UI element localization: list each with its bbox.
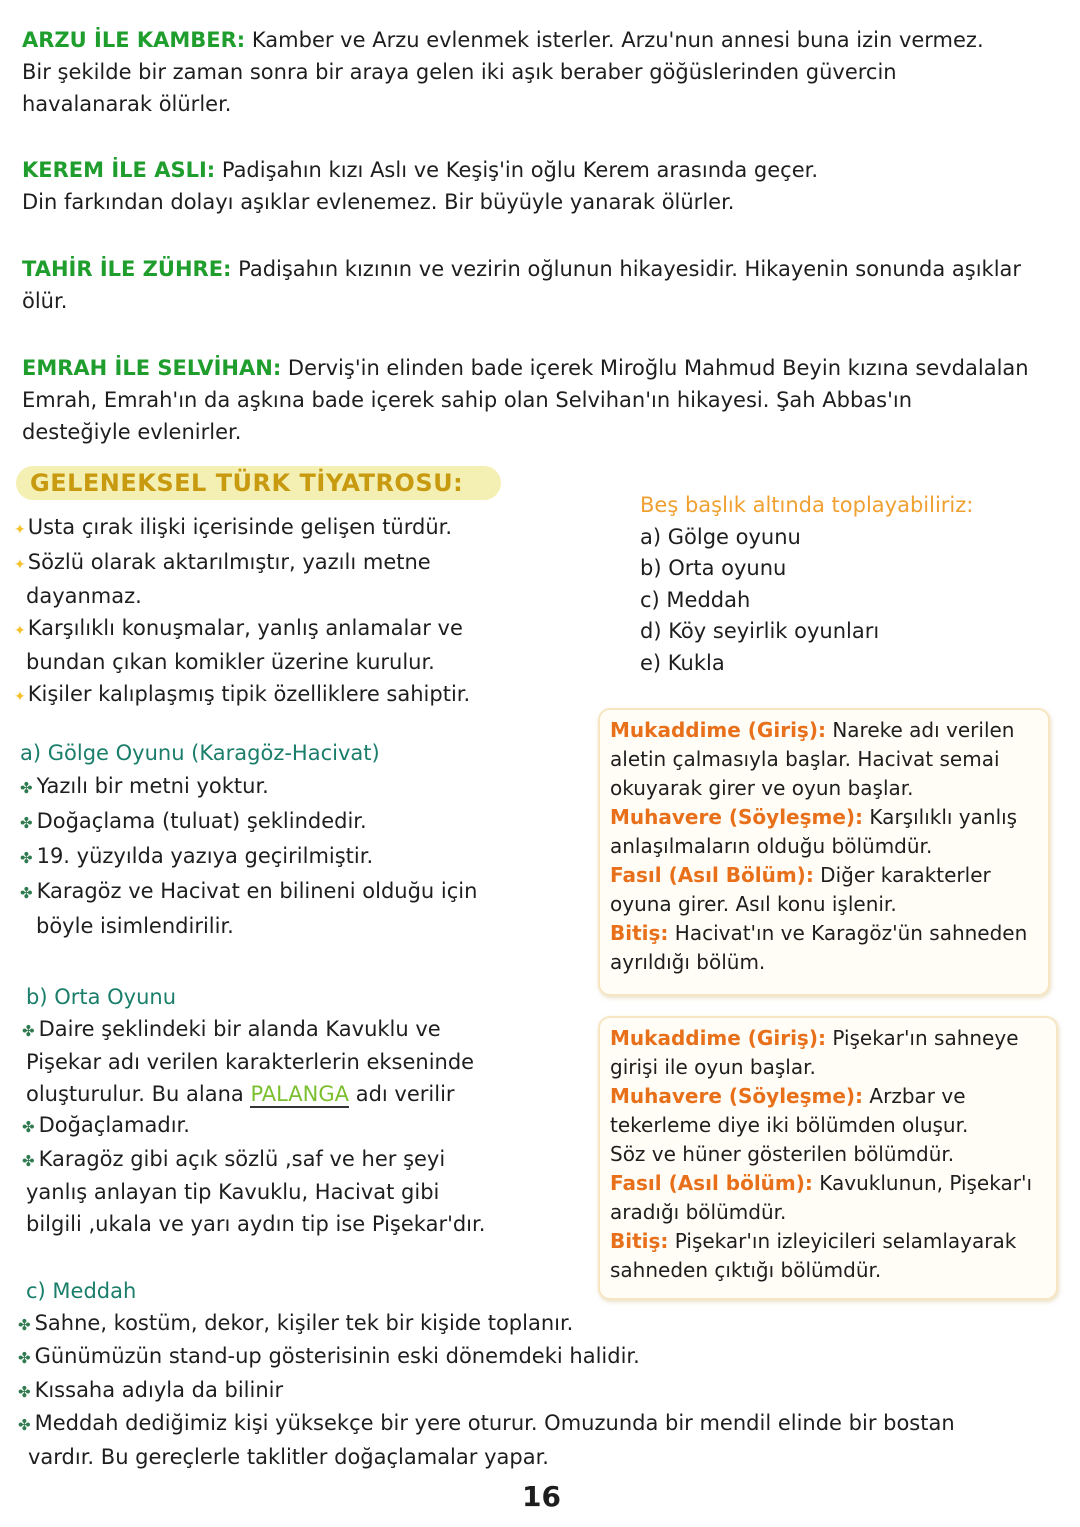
list-item: ✦Karşılıklı konuşmalar, yanlış anlamalar ve <box>14 615 463 640</box>
list-item-cont: bundan çıkan komikler üzerine kurulur. <box>26 650 435 674</box>
list-item: a) Gölge oyunu <box>640 524 801 549</box>
theatre-bullets <box>14 512 614 713</box>
list-item-cont: bilgili ,ukala ve yarı aydın tip ise Pişekar'dır. <box>26 1211 486 1236</box>
orta-oyunu-section <box>22 982 592 1240</box>
story-title: ARZU İLE KAMBER: <box>22 28 246 52</box>
story-text: Kamber ve Arzu evlenmek isterler. Arzu'nun annesi buna izin vermez. <box>245 28 984 52</box>
list-item: c) Meddah <box>640 587 751 612</box>
bullet-icon: ✤ <box>18 1349 31 1367</box>
section-heading: a) Gölge Oyunu (Karagöz-Hacivat) <box>20 741 380 765</box>
story-text: Padişahın kızının ve vezirin oğlunun hikayesidir. Hikayenin sonunda aşıklar <box>231 257 1022 281</box>
section-title-pill: GELENEKSEL TÜRK TİYATROSU: <box>16 466 501 500</box>
five-categories-title: Beş başlık altında toplayabiliriz: <box>640 493 974 517</box>
list-item-cont: Pişekar adı verilen karakterlerin ekseninde <box>26 1050 475 1074</box>
part-label: Fasıl (Asıl bölüm): <box>610 1171 813 1195</box>
list-item: b) Orta oyunu <box>640 556 787 580</box>
five-categories <box>640 490 1060 679</box>
page-number: 16 <box>522 1480 561 1513</box>
bullet-icon: ✤ <box>18 1416 31 1434</box>
list-item-cont: dayanmaz. <box>26 584 142 608</box>
list-item-cont: böyle isimlendirilir. <box>36 914 234 938</box>
story-text: Padişahın kızı Aslı ve Keşiş'in oğlu Kerem arasında geçer. <box>215 158 818 182</box>
list-item: ✤ Sahne, kostüm, dekor, kişiler tek bir kişide toplanır. <box>18 1310 574 1335</box>
bullet-icon: ✦ <box>14 688 26 705</box>
list-item: ✤ Günümüzün stand-up gösterisinin eski dönemdeki halidir. <box>18 1344 640 1368</box>
bullet-icon: ✦ <box>14 622 26 639</box>
list-item: ✤ Doğaçlamadır. <box>22 1113 190 1137</box>
list-item: ✤ Daire şeklindeki bir alanda Kavuklu ve <box>22 1016 441 1041</box>
part-label: Fasıl (Asıl Bölüm): <box>610 863 814 887</box>
list-item: ✤ Meddah dediğimiz kişi yüksekçe bir yere oturur. Omuzunda bir mendil elinde bir bostan <box>18 1411 955 1435</box>
story-text: ölür. <box>22 289 68 313</box>
part-label: Mukaddime (Giriş): <box>610 1026 826 1050</box>
part-label: Mukaddime (Giriş): <box>610 718 826 742</box>
bullet-icon: ✤ <box>20 884 33 902</box>
part-label: Muhavere (Söyleşme): <box>610 1084 864 1108</box>
list-item-cont: oluşturulur. Bu alana PALANGA adı verilir <box>26 1081 455 1106</box>
list-item: ✤ Karagöz ve Hacivat en bilineni olduğu için <box>20 879 478 903</box>
story-text: Din farkından dolayı aşıklar evlenemez. Bir büyüyle yanarak ölürler. <box>22 190 735 214</box>
golge-oyunu-parts-box: Mukaddime (Giriş): Nareke adı verilen aletin çalmasıyla başlar. Hacivat semai okuyarak girer ve oyun başlar. Muhavere (Söyleşme): Karşılıklı yanlış anlaşılmaların olduğu bölümdür. Fasıl (Asıl Bölüm): Diğer karakterler oyuna girer. Asıl konu işlenir. Bitiş: Hacivat'ın ve Karagöz'ün sahneden ayrıldığı bölüm. <box>598 708 1050 996</box>
list-item: ✤ Doğaçlama (tuluat) şeklindedir. <box>20 809 367 833</box>
list-item: ✦Sözlü olarak aktarılmıştır, yazılı metne <box>14 549 431 574</box>
list-item: ✤ Yazılı bir metni yoktur. <box>20 774 269 798</box>
part-label: Muhavere (Söyleşme): <box>610 805 864 829</box>
list-item: ✦Usta çırak ilişki içerisinde gelişen türdür. <box>14 515 453 539</box>
bullet-icon: ✤ <box>18 1315 31 1334</box>
story-text: Emrah, Emrah'ın da aşkına bade içerek sahip olan Selvihan'ın hikayesi. Şah Abbas'ın <box>22 388 913 412</box>
list-item: ✤ Karagöz gibi açık sözlü ,saf ve her şeyi <box>22 1146 446 1171</box>
story-tahir-zuhre <box>22 253 1062 317</box>
golge-oyunu-section <box>20 737 580 943</box>
list-item: e) Kukla <box>640 650 725 675</box>
bullet-icon: ✤ <box>22 1118 35 1136</box>
part-label: Bitiş: <box>610 1229 669 1253</box>
section-heading: b) Orta Oyunu <box>26 985 177 1009</box>
story-kerem-asli <box>22 154 1062 218</box>
bullet-icon: ✤ <box>22 1021 35 1040</box>
bullet-icon: ✤ <box>22 1151 35 1170</box>
list-item-cont: yanlış anlayan tip Kavuklu, Hacivat gibi <box>26 1180 440 1204</box>
story-emrah-selvihan <box>22 352 1062 448</box>
story-title: TAHİR İLE ZÜHRE: <box>22 257 232 281</box>
palanga-term: PALANGA <box>250 1081 350 1106</box>
story-arzu-kamber <box>22 24 1062 120</box>
story-text: desteğiyle evlenirler. <box>22 420 242 444</box>
story-text: havalanarak ölürler. <box>22 92 232 116</box>
part-label: Bitiş: <box>610 921 669 945</box>
list-item: ✦Kişiler kalıplaşmış tipik özelliklere sahiptir. <box>14 681 471 706</box>
list-item: d) Köy seyirlik oyunları <box>640 619 880 643</box>
story-title: EMRAH İLE SELVİHAN: <box>22 356 282 380</box>
story-text: Bir şekilde bir zaman sonra bir araya gelen iki aşık beraber göğüslerinden güvercin <box>22 60 897 84</box>
bullet-icon: ✤ <box>20 814 33 832</box>
orta-oyunu-parts-box: Mukaddime (Giriş): Pişekar'ın sahneye girişi ile oyun başlar. Muhavere (Söyleşme): Arzbar ve tekerleme diye iki bölümden oluşur. Söz ve hüner gösterilen bölümdür. Fasıl (Asıl bölüm): Kavuklunun, Pişekar'ı aradığı bölümdür. Bitiş: Pişekar'ın izleyicileri selamlayarak sahneden çıktığı bölümdür. <box>598 1016 1058 1300</box>
meddah-section <box>18 1276 1068 1473</box>
bullet-icon: ✦ <box>14 556 26 573</box>
story-title: KEREM İLE ASLI: <box>22 158 216 182</box>
bullet-icon: ✤ <box>20 779 33 797</box>
bullet-icon: ✤ <box>20 849 33 867</box>
list-item-cont: vardır. Bu gereçlerle taklitler doğaçlamalar yapar. <box>28 1444 549 1469</box>
list-item: ✤ 19. yüzyılda yazıya geçirilmiştir. <box>20 844 374 868</box>
section-heading: c) Meddah <box>26 1279 137 1303</box>
story-text: Derviş'in elinden bade içerek Miroğlu Mahmud Beyin kızına sevdalalan <box>281 356 1029 380</box>
bullet-icon: ✦ <box>14 522 26 538</box>
list-item: ✤ Kıssaha adıyla da bilinir <box>18 1377 284 1402</box>
bullet-icon: ✤ <box>18 1382 31 1401</box>
